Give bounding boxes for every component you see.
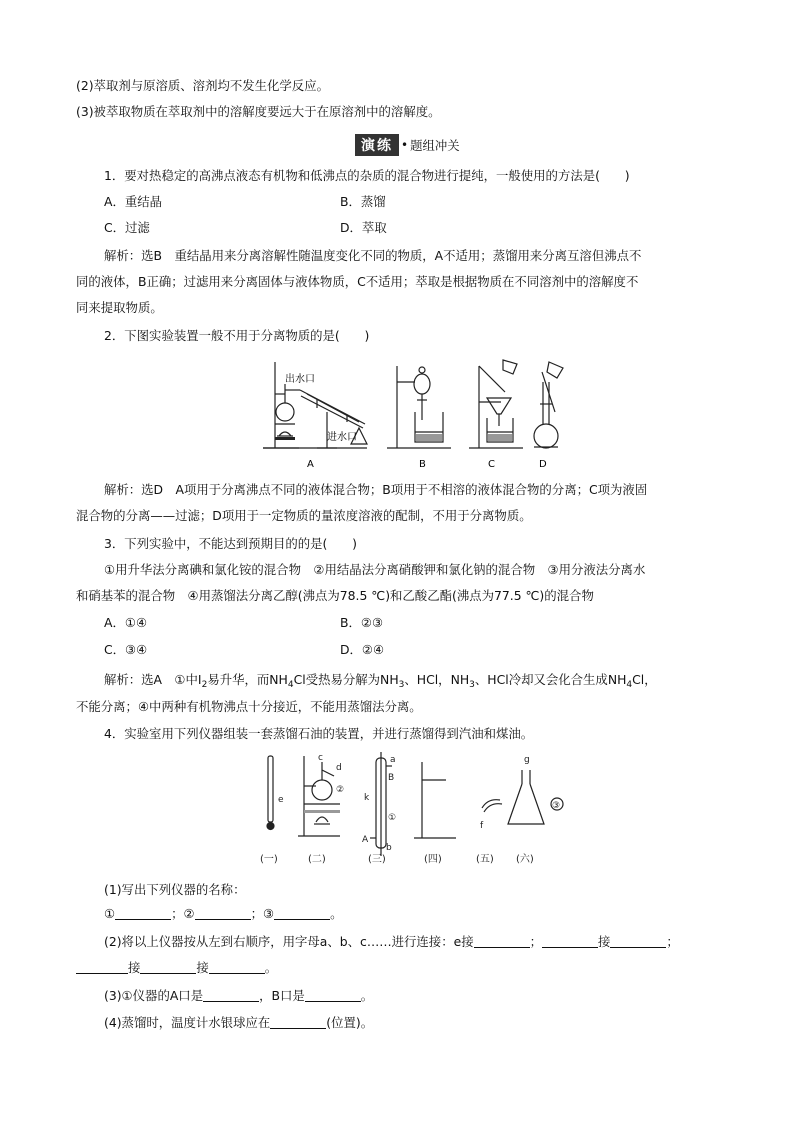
q2-apparatus-figure [255,352,575,474]
caption-b: B [419,459,426,470]
blank-9[interactable] [209,959,265,974]
blank-1[interactable] [115,905,171,920]
q3-items-2: 和硝基苯的混合物 ④用蒸馏法分离乙醇(沸点为78.5 ℃)和乙酸乙酯(沸点为77.5 ℃)的混合物 [76,588,594,603]
letter-d: d [336,763,342,773]
q3-items-1: ①用升华法分离碘和氯化铵的混合物 ②用结晶法分离硝酸钾和氯化钠的混合物 ③用分液法分离水 [104,562,646,577]
letter-c: c [318,753,323,763]
caption-1: (一) [260,854,278,865]
label-water-in: 进水口 [327,432,357,443]
banner-tag: 演练 [355,134,399,156]
caption-d: D [539,459,547,470]
banner-title: 题组冲关 [410,138,460,153]
caption-4: (四) [424,854,442,865]
blank-6[interactable] [610,933,666,948]
q1-option-c: C．过滤 [104,220,150,235]
blank-12[interactable] [270,1014,326,1029]
q1-option-d: D．萃取 [340,220,387,235]
letter-B: B [388,773,395,783]
caption-3: (三) [368,854,386,865]
caption-a: A [307,459,314,470]
q4-part-2-cont: 接 接 。 [76,958,277,978]
letter-f: f [480,821,484,831]
q3-option-b: B．②③ [340,615,384,630]
caption-2: (二) [308,854,326,865]
q1-analysis-3: 同来提取物质。 [76,300,163,315]
intro-line-3: (3)被萃取物质在萃取剂中的溶解度要远大于在原溶剂中的溶解度。 [76,104,441,119]
q4-stem: 4．实验室用下列仪器组装一套蒸馏石油的装置，并进行蒸馏得到汽油和煤油。 [104,726,534,741]
blank-10[interactable] [203,987,259,1002]
q3-analysis-2: 不能分离；④中两种有机物沸点十分接近，不能用蒸馏法分离。 [76,699,422,714]
section-banner [355,134,460,156]
blank-7[interactable] [76,959,128,974]
blank-8[interactable] [140,959,196,974]
q4-part-4: (4)蒸馏时，温度计水银球应在 (位置)。 [104,1015,374,1030]
letter-k: k [364,793,370,803]
q1-option-b: B．蒸馏 [340,194,386,209]
letter-a: a [390,755,396,765]
q4-part-1-blanks: ① ；② ；③ 。 [104,906,343,921]
q3-option-c: C．③④ [104,642,148,657]
number-1: ① [388,813,397,823]
q4-instruments-figure [250,748,580,866]
q1-analysis-2: 同的液体，B正确；过滤用来分离固体与液体物质，C不适用；萃取是根据物质在不同溶剂中的溶解度不 [76,274,639,289]
caption-6: (六) [516,854,534,865]
caption-c: C [488,459,495,470]
q1-option-a: A．重结晶 [104,194,163,209]
letter-b: b [386,843,392,853]
label-water-out: 出水口 [285,374,315,385]
blank-2[interactable] [195,905,251,920]
caption-5: (五) [476,854,494,865]
intro-line-2: (2)萃取剂与原溶质、溶剂均不发生化学反应。 [76,78,329,93]
blank-5[interactable] [542,933,598,948]
letter-A: A [362,835,369,845]
q2-stem: 2．下图实验装置一般不用于分离物质的是( ) [104,328,370,343]
blank-4[interactable] [474,933,530,948]
q4-part-3: (3)①仪器的A口是 ，B口是 。 [104,988,374,1003]
q3-option-d: D．②④ [340,642,385,657]
q2-analysis-1: 解析：选D A项用于分离沸点不同的液体混合物；B项用于不相溶的液体混合物的分离；C项为液固 [104,482,648,497]
q3-analysis-1: 解析：选A ①中$I_2$易升华，而$NH_4Cl$受热易分解为$NH_3$、HCl，$NH_3$、HCl冷却又会化合生成$NH_4Cl$， [104,672,657,690]
q2-analysis-2: 混合物的分离——过滤；D项用于一定物质的量浓度溶液的配制，不用于分离物质。 [76,508,532,523]
q3-option-a: A．①④ [104,615,148,630]
blank-3[interactable] [274,905,330,920]
q4-part-2: (2)将以上仪器按从左到右顺序，用字母a、b、c……进行连接：e接 ； 接 ； [104,934,679,949]
q1-stem: 1．要对热稳定的高沸点液态有机物和低沸点的杂质的混合物进行提纯，一般使用的方法是( ) [104,168,630,183]
number-2: ② [336,785,345,795]
q3-stem: 3．下列实验中，不能达到预期目的的是( ) [104,536,357,551]
q1-analysis-1: 解析：选B 重结晶用来分离溶解性随温度变化不同的物质，A不适用；蒸馏用来分离互溶但沸点不 [104,248,642,263]
q4-part-1: (1)写出下列仪器的名称： [104,882,246,897]
number-3: ③ [552,801,561,811]
letter-e: e [278,795,284,805]
banner-dot: • [401,138,409,152]
blank-11[interactable] [305,987,361,1002]
letter-g: g [524,755,530,765]
